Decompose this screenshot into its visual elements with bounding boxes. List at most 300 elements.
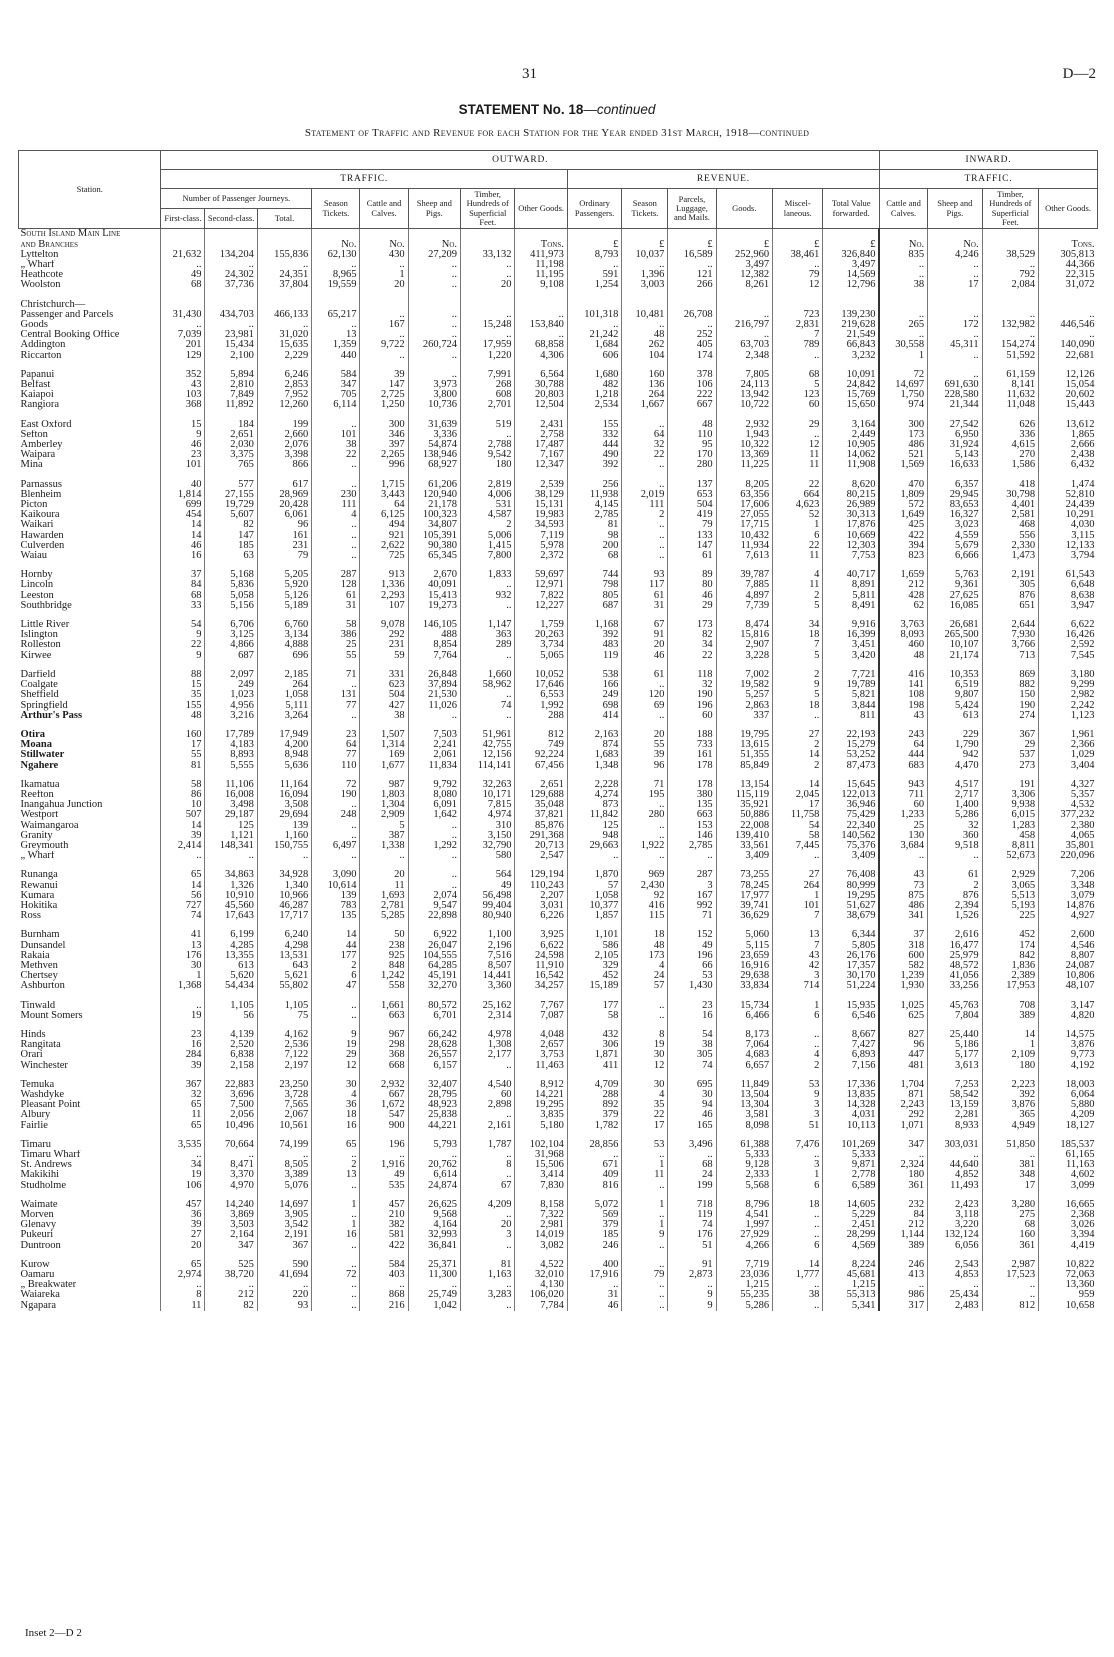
value-cell: 7 [773, 911, 823, 921]
value-cell: .. [773, 1280, 823, 1290]
value-cell: 1 [773, 891, 823, 901]
value-cell: 5,424 [928, 701, 982, 711]
value-cell: 5,257 [716, 690, 773, 700]
value-cell: 169 [360, 750, 408, 760]
value-cell: 5,821 [823, 690, 880, 700]
table-row [19, 721, 1098, 730]
value-cell: 154,274 [982, 340, 1039, 350]
value-cell: 172 [928, 320, 982, 330]
value-cell: 10,291 [1039, 510, 1098, 520]
value-cell: 88 [161, 670, 205, 680]
value-cell: 8,854 [408, 640, 460, 650]
station-name: Ngahere [20, 760, 59, 771]
value-cell: 2,651 [205, 430, 257, 440]
value-cell: .. [773, 851, 823, 861]
value-cell: 5,111 [257, 701, 311, 711]
value-cell: 521 [879, 450, 927, 460]
value-cell: 2,785 [567, 510, 621, 520]
value-cell: 15,279 [823, 740, 880, 750]
spacer-cell [19, 921, 161, 930]
value-cell: 866 [257, 460, 311, 470]
value-cell: 2,207 [515, 891, 567, 901]
value-cell: 7,822 [515, 591, 567, 601]
spacer-cell [879, 861, 927, 870]
value-cell: 30 [161, 961, 205, 971]
value-cell: 64 [312, 740, 360, 750]
value-cell: 64,285 [408, 961, 460, 971]
value-cell: 23 [161, 450, 205, 460]
value-cell: 1,336 [360, 580, 408, 590]
value-cell: 3,228 [716, 651, 773, 661]
station-name: East Oxford [20, 419, 72, 430]
value-cell: 74,199 [257, 1140, 311, 1150]
value-cell: 2,281 [928, 1110, 982, 1120]
value-cell: 8,141 [982, 380, 1039, 390]
value-cell: .. [461, 270, 515, 280]
value-cell: 368 [360, 1050, 408, 1060]
value-cell: 131 [312, 690, 360, 700]
spacer-cell [515, 1071, 567, 1080]
header-timber: Timber, Hundreds of Superficial Feet. [461, 189, 515, 229]
value-cell: 13,304 [716, 1100, 773, 1110]
page-number: 31 [522, 66, 537, 82]
value-cell: 3,125 [205, 630, 257, 640]
value-cell: 4,274 [567, 790, 621, 800]
value-cell: 1,218 [567, 390, 621, 400]
station-name: Granity [20, 830, 53, 841]
value-cell: 96 [257, 520, 311, 530]
value-cell: 17,789 [205, 730, 257, 740]
value-cell: 2,056 [205, 1110, 257, 1120]
value-cell: 613 [205, 961, 257, 971]
table-row [19, 1200, 1098, 1210]
table-row [19, 520, 1098, 530]
value-cell: .. [622, 1290, 668, 1300]
table-row [19, 1140, 1098, 1150]
value-cell: 452 [982, 930, 1039, 940]
value-cell: 696 [257, 651, 311, 661]
value-cell [515, 229, 567, 240]
value-cell: 101 [312, 430, 360, 440]
table-row [19, 1270, 1098, 1280]
value-cell: 7,991 [461, 370, 515, 380]
spacer-cell [360, 921, 408, 930]
value-cell: 591 [567, 270, 621, 280]
station-name: Glenavy [20, 1220, 57, 1231]
value-cell: 1 [773, 520, 823, 530]
value-cell: 230 [312, 490, 360, 500]
value-cell: 15,434 [205, 340, 257, 350]
value-cell: 13,369 [716, 450, 773, 460]
value-cell: .. [312, 821, 360, 831]
value-cell: 30,313 [823, 510, 880, 520]
spacer-cell [879, 771, 927, 780]
spacer-cell [773, 721, 823, 730]
value-cell: 7,476 [773, 1140, 823, 1150]
spacer-cell [668, 561, 716, 570]
value-cell: 22,883 [205, 1080, 257, 1090]
value-cell: 14 [312, 930, 360, 940]
value-cell: 2,974 [161, 1270, 205, 1280]
value-cell: 135 [312, 911, 360, 921]
value-cell: 18 [312, 1110, 360, 1120]
value-cell: 913 [360, 570, 408, 580]
station-name: Waipara [20, 450, 56, 461]
value-cell: 8,638 [1039, 591, 1098, 601]
value-cell: 2,163 [567, 730, 621, 740]
value-cell: 1,058 [257, 690, 311, 700]
spacer-cell [773, 1071, 823, 1080]
value-cell: 167 [360, 320, 408, 330]
value-cell: 418 [982, 480, 1039, 490]
value-cell: 2,314 [461, 1011, 515, 1021]
value-cell: 705 [312, 390, 360, 400]
value-cell: 3,503 [205, 1220, 257, 1230]
value-cell: 228,580 [928, 390, 982, 400]
value-cell: 3,404 [1039, 761, 1098, 771]
value-cell: 425 [879, 520, 927, 530]
value-cell: 468 [982, 520, 1039, 530]
spacer-cell [879, 361, 927, 370]
value-cell: 20 [461, 280, 515, 290]
value-cell: 105,391 [408, 531, 460, 541]
value-cell: 265,500 [928, 630, 982, 640]
value-cell: 959 [1039, 1290, 1098, 1300]
value-cell [982, 240, 1039, 250]
value-cell: 3,082 [515, 1241, 567, 1251]
spacer-cell [360, 1021, 408, 1030]
spacer-cell [461, 661, 515, 670]
value-cell: 155 [161, 701, 205, 711]
value-cell: .. [408, 711, 460, 721]
value-cell: 32 [668, 680, 716, 690]
value-cell: 73 [879, 881, 927, 891]
value-cell: 365 [982, 1110, 1039, 1120]
value-cell: 31,072 [1039, 280, 1098, 290]
spacer-cell [567, 721, 621, 730]
station-name: Papanui [20, 369, 55, 380]
title-main: STATEMENT No. 18 [458, 102, 584, 117]
value-cell: 160 [622, 370, 668, 380]
station-name: Leeston [20, 590, 54, 601]
spacer-cell [716, 861, 773, 870]
station-name: Hinds [20, 1029, 46, 1040]
value-cell: 3,876 [982, 1100, 1039, 1110]
value-cell: 44,640 [928, 1160, 982, 1170]
value-cell: 5,894 [205, 370, 257, 380]
table-row [19, 951, 1098, 961]
value-cell: 14,062 [823, 450, 880, 460]
table-row [19, 1241, 1098, 1251]
value-cell: 842 [982, 951, 1039, 961]
value-cell: Tons. [1039, 240, 1098, 250]
value-cell: 6,701 [408, 1011, 460, 1021]
value-cell: 25,440 [928, 1030, 982, 1040]
value-cell: 2,616 [928, 930, 982, 940]
value-cell: 2,651 [515, 780, 567, 790]
value-cell: .. [205, 1280, 257, 1290]
value-cell: .. [461, 601, 515, 611]
value-cell: 7,087 [515, 1011, 567, 1021]
value-cell: .. [928, 260, 982, 270]
value-cell: 65 [161, 1100, 205, 1110]
spacer-cell [928, 861, 982, 870]
spacer-cell [622, 771, 668, 780]
value-cell: 246 [879, 1260, 927, 1270]
value-cell: 21,242 [567, 330, 621, 340]
value-cell: 38,461 [773, 250, 823, 260]
value-cell: 28,795 [408, 1090, 460, 1100]
value-cell: 63 [205, 551, 257, 561]
table-row [19, 531, 1098, 541]
spacer-cell [312, 611, 360, 620]
value-cell: 6,706 [205, 620, 257, 630]
station-name: Fairlie [20, 1120, 48, 1131]
spacer-cell [312, 561, 360, 570]
value-cell: 1,474 [1039, 480, 1098, 490]
table-row [19, 1131, 1098, 1140]
value-cell: 39 [622, 750, 668, 760]
value-cell: 32 [622, 440, 668, 450]
value-cell: 266 [668, 280, 716, 290]
value-cell: 2,228 [567, 780, 621, 790]
value-cell: 4,623 [773, 500, 823, 510]
value-cell: 5,333 [823, 1150, 880, 1160]
value-cell: 63,703 [716, 340, 773, 350]
value-cell: 13,835 [823, 1090, 880, 1100]
value-cell: 1,105 [257, 1001, 311, 1011]
value-cell: 4,888 [257, 640, 311, 650]
value-cell: 440 [312, 351, 360, 361]
value-cell: 3,496 [668, 1140, 716, 1150]
value-cell: 22,898 [408, 911, 460, 921]
spacer-cell [19, 721, 161, 730]
value-cell: 7,445 [773, 841, 823, 851]
spacer-cell [567, 411, 621, 420]
value-cell: 378 [668, 370, 716, 380]
value-cell [161, 229, 205, 240]
value-cell: 71 [622, 780, 668, 790]
spacer-cell [773, 771, 823, 780]
value-cell: 7,500 [205, 1100, 257, 1110]
value-cell: 128 [312, 580, 360, 590]
value-cell: 749 [515, 740, 567, 750]
spacer-cell [19, 861, 161, 870]
value-cell: 4 [773, 1050, 823, 1060]
spacer-cell [567, 611, 621, 620]
value-cell: 93 [257, 1301, 311, 1311]
value-cell [716, 300, 773, 310]
value-cell: 446,546 [1039, 320, 1098, 330]
value-cell: 663 [360, 1011, 408, 1021]
value-cell: 3,497 [716, 260, 773, 270]
value-cell: 379 [567, 1110, 621, 1120]
value-cell: 10,107 [928, 640, 982, 650]
table-row [19, 1210, 1098, 1220]
value-cell [461, 300, 515, 310]
value-cell: .. [312, 1210, 360, 1220]
value-cell: 7,721 [823, 670, 880, 680]
spacer-cell [19, 611, 161, 620]
spacer-cell [360, 611, 408, 620]
spacer-cell [1039, 1021, 1098, 1030]
spacer-cell [515, 1021, 567, 1030]
spacer-cell [668, 661, 716, 670]
value-cell [408, 300, 460, 310]
value-cell: 6,950 [928, 430, 982, 440]
value-cell: 19,295 [823, 891, 880, 901]
spacer-cell [515, 1251, 567, 1260]
value-cell: 4,569 [823, 1241, 880, 1251]
value-cell: 24,087 [1039, 961, 1098, 971]
value-cell: 11 [773, 580, 823, 590]
table-row [19, 930, 1098, 940]
value-cell: 8,620 [823, 480, 880, 490]
spacer-cell [515, 611, 567, 620]
value-cell: 1,368 [161, 981, 205, 991]
value-cell: 55,313 [823, 1290, 880, 1300]
statement-title [0, 102, 1114, 117]
value-cell: 7,167 [515, 450, 567, 460]
value-cell [879, 300, 927, 310]
value-cell: 6,564 [515, 370, 567, 380]
value-cell: 4 [773, 570, 823, 580]
value-cell: 7,753 [823, 551, 880, 561]
value-cell: 174 [982, 941, 1039, 951]
value-cell: 10,481 [622, 310, 668, 320]
value-cell: 2,660 [257, 430, 311, 440]
value-cell: 23 [668, 1001, 716, 1011]
spacer-cell [461, 992, 515, 1001]
value-cell: 12,796 [823, 280, 880, 290]
value-cell: 123 [773, 390, 823, 400]
value-cell: 136 [622, 380, 668, 390]
station-name: Waimate [20, 1199, 58, 1210]
value-cell: .. [982, 1280, 1039, 1290]
value-cell: 68,927 [408, 460, 460, 470]
value-cell: 22 [161, 640, 205, 650]
value-cell: 174 [668, 351, 716, 361]
value-cell: 33,132 [461, 250, 515, 260]
value-cell: 92,224 [515, 750, 567, 760]
value-cell: 85,876 [515, 821, 567, 831]
value-cell: 4,298 [257, 941, 311, 951]
value-cell: 22 [622, 450, 668, 460]
value-cell: 5,006 [461, 531, 515, 541]
value-cell: .. [668, 1150, 716, 1160]
table-row [19, 851, 1098, 861]
value-cell: 16,008 [205, 790, 257, 800]
value-cell: 30,170 [823, 971, 880, 981]
spacer-cell [1039, 611, 1098, 620]
value-cell: 67,456 [515, 761, 567, 771]
value-cell: 111 [312, 500, 360, 510]
value-cell: 6,622 [1039, 620, 1098, 630]
table-row [19, 291, 1098, 300]
table-row [19, 680, 1098, 690]
value-cell: 1 [312, 1220, 360, 1230]
value-cell: 416 [622, 901, 668, 911]
table-row [19, 250, 1098, 260]
value-cell: 62 [879, 601, 927, 611]
value-cell: 26,708 [668, 310, 716, 320]
value-cell: 1,340 [257, 881, 311, 891]
value-cell: 5,115 [716, 941, 773, 951]
value-cell: 58 [161, 780, 205, 790]
value-cell: .. [360, 851, 408, 861]
value-cell: 1,415 [461, 541, 515, 551]
value-cell: 2,389 [982, 971, 1039, 981]
value-cell: .. [360, 1280, 408, 1290]
value-cell: .. [461, 1301, 515, 1311]
value-cell: 55,802 [257, 981, 311, 991]
value-cell: 4,949 [982, 1121, 1039, 1131]
spacer-cell [928, 411, 982, 420]
value-cell: 3 [461, 1230, 515, 1240]
value-cell: 198 [879, 701, 927, 711]
station-name: Rakaia [20, 950, 50, 961]
value-cell: 15 [161, 680, 205, 690]
value-cell: 1,308 [461, 1040, 515, 1050]
spacer-cell [668, 361, 716, 370]
value-cell: 4,927 [1039, 911, 1098, 921]
value-cell: 25 [879, 821, 927, 831]
value-cell: 121 [668, 270, 716, 280]
value-cell: 4,897 [716, 591, 773, 601]
table-row [19, 640, 1098, 650]
value-cell: 1,058 [567, 891, 621, 901]
value-cell: 16,589 [668, 250, 716, 260]
table-row [19, 670, 1098, 680]
value-cell: 51 [773, 1121, 823, 1131]
value-cell: 4,866 [205, 640, 257, 650]
value-cell: 14 [773, 1260, 823, 1270]
value-cell: 51,592 [982, 351, 1039, 361]
value-cell: 280 [668, 460, 716, 470]
value-cell [515, 300, 567, 310]
value-cell: 20 [360, 870, 408, 880]
spacer-cell [257, 771, 311, 780]
value-cell: 7,719 [716, 1260, 773, 1270]
value-cell: 1,326 [205, 881, 257, 891]
value-cell: 336 [982, 430, 1039, 440]
value-cell: 6,553 [515, 690, 567, 700]
value-cell: 60 [773, 400, 823, 410]
value-cell: 414 [567, 711, 621, 721]
value-cell: .. [668, 260, 716, 270]
value-cell: 377,232 [1039, 810, 1098, 820]
value-cell: 714 [773, 981, 823, 991]
value-cell: 13 [773, 930, 823, 940]
value-cell: 25,838 [408, 1110, 460, 1120]
value-cell: 9 [668, 1301, 716, 1311]
value-cell: 835 [879, 250, 927, 260]
station-name: and Branches [20, 239, 78, 250]
value-cell: 48 [622, 330, 668, 340]
value-cell: 1,809 [879, 490, 927, 500]
spacer-cell [360, 1251, 408, 1260]
value-cell: 2 [622, 510, 668, 520]
value-cell: 10,669 [823, 531, 880, 541]
value-cell: .. [312, 1280, 360, 1290]
spacer-cell [567, 921, 621, 930]
value-cell: 20,803 [515, 390, 567, 400]
value-cell: .. [461, 690, 515, 700]
value-cell: 49 [668, 941, 716, 951]
value-cell: 3,115 [1039, 531, 1098, 541]
value-cell: 104 [622, 351, 668, 361]
value-cell: 36,841 [408, 1241, 460, 1251]
